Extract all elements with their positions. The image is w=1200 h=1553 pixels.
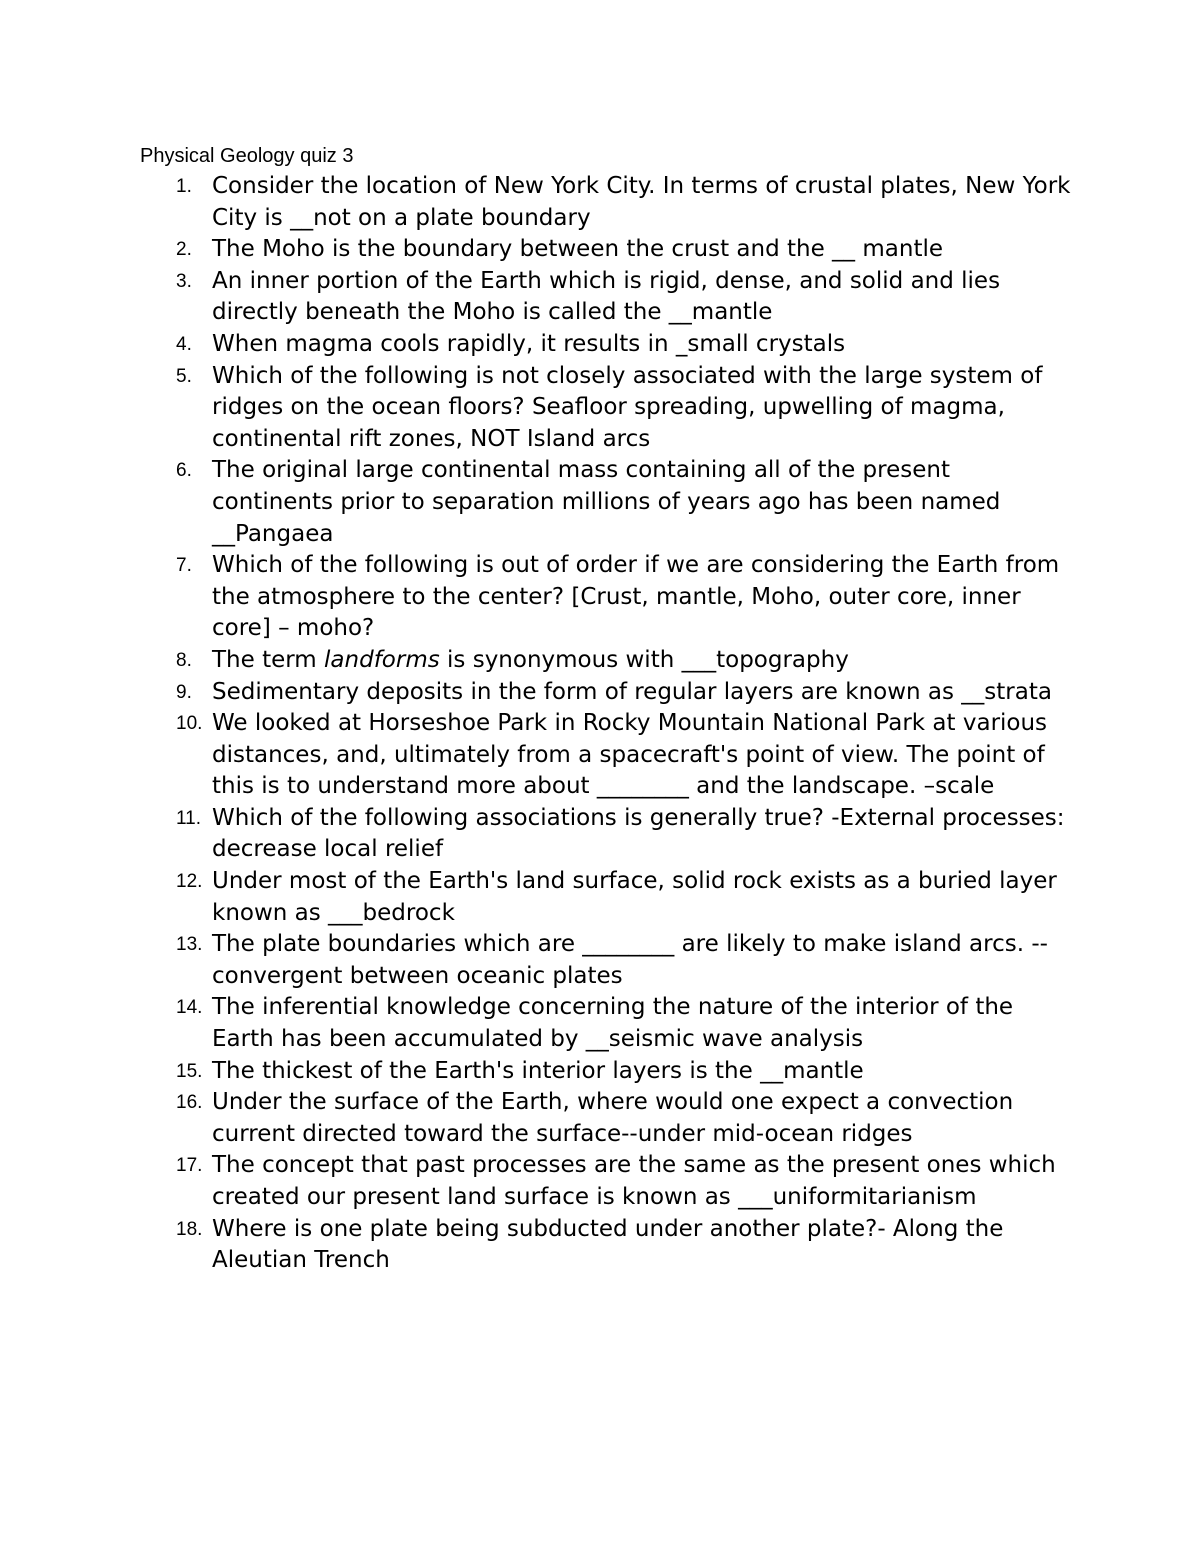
question-number: 13. — [176, 934, 203, 956]
question-item — [0, 1087, 1072, 1150]
question-number: 14. — [176, 997, 203, 1019]
question-text: The original large continental mass containing all of the present continents prior to separation millions of years ago has been named __Pangaea — [212, 457, 1001, 547]
question-text: Under the surface of the Earth, where would one expect a convection current directed toward the surface--under mid-ocean ridges — [212, 1089, 1014, 1147]
question-item — [0, 929, 1072, 992]
question-text: Where is one plate being subducted under another plate?- Along the Aleutian Trench — [212, 1215, 1004, 1274]
question-item — [0, 992, 1072, 1055]
question-text: The Moho is the boundary between the crust and the __ mantle — [212, 236, 944, 263]
question-number: 1. — [176, 176, 192, 197]
question-text: The inferential knowledge concerning the nature of the interior of the Earth has been accumulated by __seismic wave analysis — [212, 994, 1014, 1053]
question-text — [212, 645, 1072, 677]
question-list — [0, 171, 1200, 1277]
question-number: 4. — [176, 333, 192, 355]
document-title: Physical Geology quiz 3 — [140, 145, 354, 167]
question-text: Consider the location of New York City. In terms of crustal plates, New York City is __not on a plate boundary — [212, 173, 1071, 231]
question-text-before: The term — [212, 646, 325, 673]
question-number: 17. — [176, 1155, 203, 1177]
question-text: The thickest of the Earth's interior layers is the __mantle — [212, 1057, 864, 1084]
question-text: Sedimentary deposits in the form of regular layers are known as __strata — [212, 678, 1052, 705]
question-number: 6. — [176, 460, 192, 482]
question-item — [0, 803, 1072, 866]
question-item — [0, 1214, 1072, 1277]
question-item — [0, 866, 1072, 929]
question-item — [0, 329, 1072, 361]
question-number: 8. — [176, 649, 192, 671]
question-text: Which of the following is out of order if we are considering the Earth from the atmosphere to the center? [Crust, mantle, Moho, outer core, inner core] – moho? — [212, 552, 1060, 642]
question-item — [0, 266, 1072, 329]
question-text: We looked at Horseshoe Park in Rocky Mountain National Park at various distances, and, ultimately from a spacecraft's point of view. The point of this is to understand more about ________ and the landscape. –scale — [212, 710, 1048, 800]
question-number: 15. — [176, 1060, 203, 1082]
question-text: An inner portion of the Earth which is rigid, dense, and solid and lies directly beneath the Moho is called the __mantle — [212, 267, 1001, 326]
question-term-italic: landforms — [324, 646, 440, 673]
question-item — [0, 361, 1072, 456]
question-number: 3. — [176, 270, 192, 292]
question-text: Which of the following is not closely associated with the large system of ridges on the ocean floors? Seafloor spreading, upwelling of magma, continental rift zones, NOT Island arcs — [212, 362, 1043, 452]
question-item — [0, 708, 1072, 803]
question-text: The concept that past processes are the same as the present ones which created our present land surface is known as ___uniformitarianism — [212, 1152, 1056, 1210]
question-item — [0, 455, 1072, 550]
question-number: 9. — [176, 681, 192, 703]
question-item — [0, 645, 1072, 677]
question-item — [0, 234, 1072, 266]
question-number: 5. — [176, 365, 192, 387]
question-number: 16. — [176, 1092, 203, 1114]
question-text-after: is synonymous with ___topography — [439, 646, 849, 673]
question-text: Which of the following associations is generally true? -External processes: decrease local relief — [212, 804, 1065, 863]
question-number: 12. — [176, 871, 203, 893]
question-number: 11. — [176, 807, 202, 829]
question-item — [0, 171, 1072, 234]
question-item — [0, 550, 1072, 645]
question-number: 10. — [176, 713, 203, 735]
question-number: 2. — [176, 239, 192, 261]
question-number: 7. — [176, 555, 192, 577]
question-text: Under most of the Earth's land surface, solid rock exists as a buried layer known as ___bedrock — [212, 868, 1057, 926]
question-item — [0, 1150, 1072, 1213]
question-item — [0, 1056, 1072, 1088]
question-item — [0, 677, 1072, 709]
question-text: When magma cools rapidly, it results in _small crystals — [212, 330, 846, 357]
question-text: The plate boundaries which are ________ are likely to make island arcs. --convergent between oceanic plates — [212, 931, 1048, 989]
question-number: 18. — [176, 1218, 203, 1240]
